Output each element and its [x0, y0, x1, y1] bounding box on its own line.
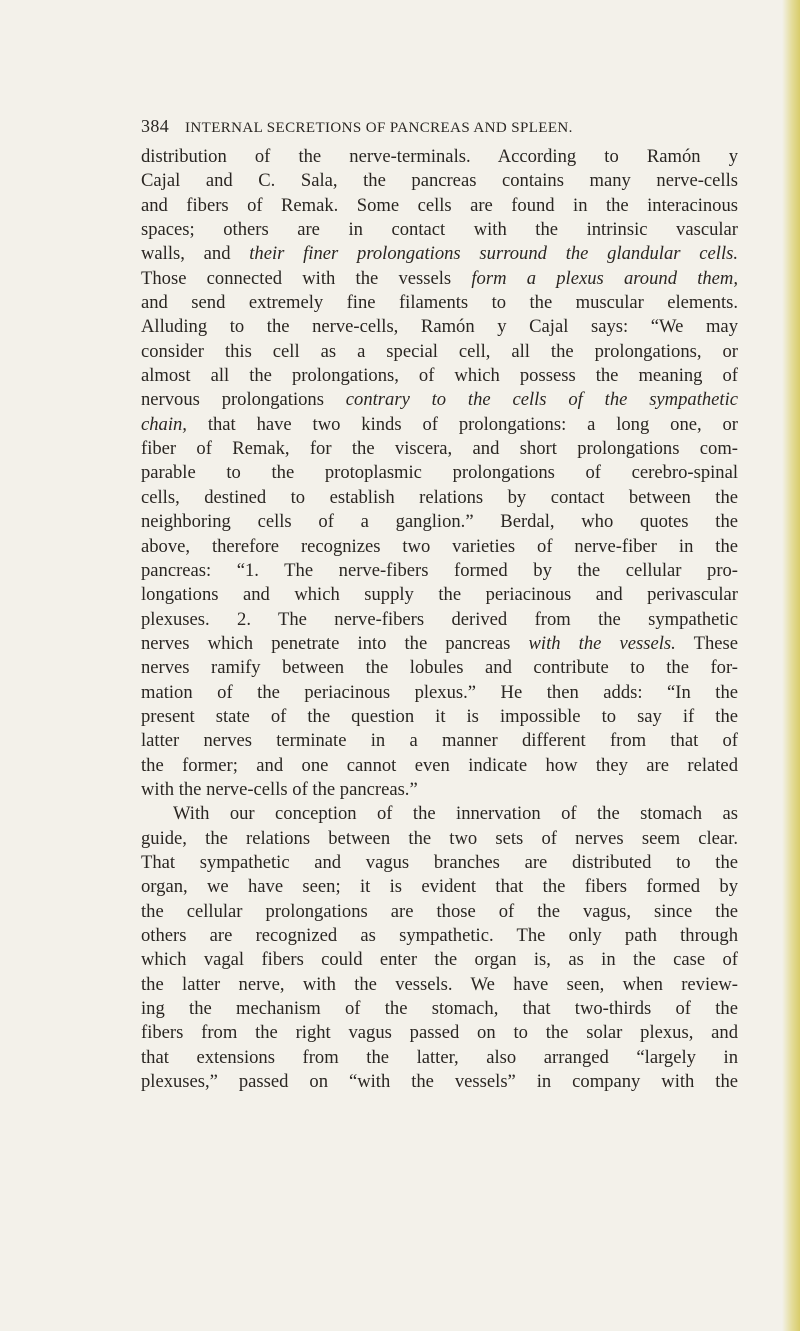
running-head-title: INTERNAL SECRETIONS OF PANCREAS AND SPLEEN.: [185, 120, 573, 136]
italic-phrase: with the vessels.: [528, 632, 676, 654]
body-text: [141, 145, 738, 1094]
text-line: distribution of the nerve-terminals. According to Ramón y: [141, 146, 738, 167]
text-line: nerves ramify between the lobules and contribute to the for-: [141, 657, 738, 679]
italic-phrase: contrary to the cells of the sympathetic: [345, 389, 738, 411]
text-line: plexuses. 2. The nerve-fibers derived from the sympathetic: [141, 608, 738, 630]
text-run: walls, and: [141, 243, 250, 265]
text-line: almost all the prolongations, of which possess the meaning of: [141, 365, 738, 387]
text-run: nerves which penetrate into the pancreas: [141, 632, 529, 654]
text-line: [141, 632, 738, 656]
text-line: fiber of Remak, for the viscera, and short prolongations com-: [141, 438, 738, 460]
text-line: the former; and one cannot even indicate how they are related: [141, 754, 738, 776]
text-line: fibers from the right vagus passed on to the solar plexus, and: [141, 1022, 738, 1044]
text-run: nervous prolongations: [141, 389, 346, 411]
text-line: pancreas: “1. The nerve-fibers formed by the cellular pro-: [141, 559, 738, 581]
paragraph-2: [141, 802, 738, 1094]
text-line: [141, 242, 738, 266]
text-line: latter nerves terminate in a manner different from that of: [141, 730, 738, 752]
text-line: plexuses,” passed on “with the vessels” in company with the: [141, 1071, 738, 1093]
text-line: and send extremely fine filaments to the muscular elements.: [141, 292, 738, 314]
text-line: mation of the periacinous plexus.” He then adds: “In the: [141, 681, 738, 703]
text-line: longations and which supply the periacinous and perivascular: [141, 584, 738, 606]
text-line: the cellular prolongations are those of the vagus, since the: [141, 900, 738, 922]
text-line: that extensions from the latter, also arranged “largely in: [141, 1046, 738, 1068]
italic-phrase: their finer prolongations surround the glandular cells.: [249, 243, 738, 265]
text-line: guide, the relations between the two sets of nerves seem clear.: [141, 827, 738, 849]
text-line: present state of the question it is impossible to say if the: [141, 705, 738, 727]
text-line: [141, 388, 738, 412]
text-run: Those connected with the vessels: [141, 267, 472, 289]
text-line: others are recognized as sympathetic. The only path through: [141, 925, 738, 946]
text-line: organ, we have seen; it is evident that the fibers formed by: [141, 876, 738, 898]
italic-phrase: form a plexus around them,: [471, 267, 738, 289]
text-line: Cajal and C. Sala, the pancreas contains many nerve-cells: [141, 170, 738, 192]
text-line: [141, 267, 738, 291]
running-head: [141, 116, 741, 140]
text-line: neighboring cells of a ganglion.” Berdal, who quotes the: [141, 511, 738, 533]
text-line: With our conception of the innervation of the stomach as: [173, 803, 738, 825]
text-line: Alluding to the nerve-cells, Ramón y Cajal says: “We may: [141, 316, 738, 338]
text-line: and fibers of Remak. Some cells are found in the interacinous: [141, 194, 738, 216]
text-line: cells, destined to establish relations by contact between the: [141, 486, 738, 508]
italic-phrase: chain,: [141, 413, 187, 435]
page-number: 384: [141, 116, 170, 136]
text-line: above, therefore recognizes two varieties of nerve-fiber in the: [141, 535, 738, 557]
text-line: ing the mechanism of the stomach, that two-thirds of the: [141, 998, 738, 1020]
text-run: that have two kinds of prolongations: a long one, or: [186, 413, 738, 435]
text-line: parable to the protoplasmic prolongations of cerebro-spinal: [141, 462, 738, 484]
text-line: spaces; others are in contact with the intrinsic vascular: [141, 219, 738, 241]
text-line: consider this cell as a special cell, all the prolongations, or: [141, 340, 738, 362]
text-line: That sympathetic and vagus branches are distributed to the: [141, 851, 738, 873]
paragraph-1: [141, 145, 738, 802]
page-edge-discoloration: [782, 0, 800, 1331]
text-line: the latter nerve, with the vessels. We have seen, when review-: [141, 973, 738, 995]
text-line: [141, 413, 738, 437]
text-line: with the nerve-cells of the pancreas.”: [141, 778, 418, 800]
text-run: These: [675, 632, 738, 654]
text-line: which vagal fibers could enter the organ is, as in the case of: [141, 949, 738, 971]
